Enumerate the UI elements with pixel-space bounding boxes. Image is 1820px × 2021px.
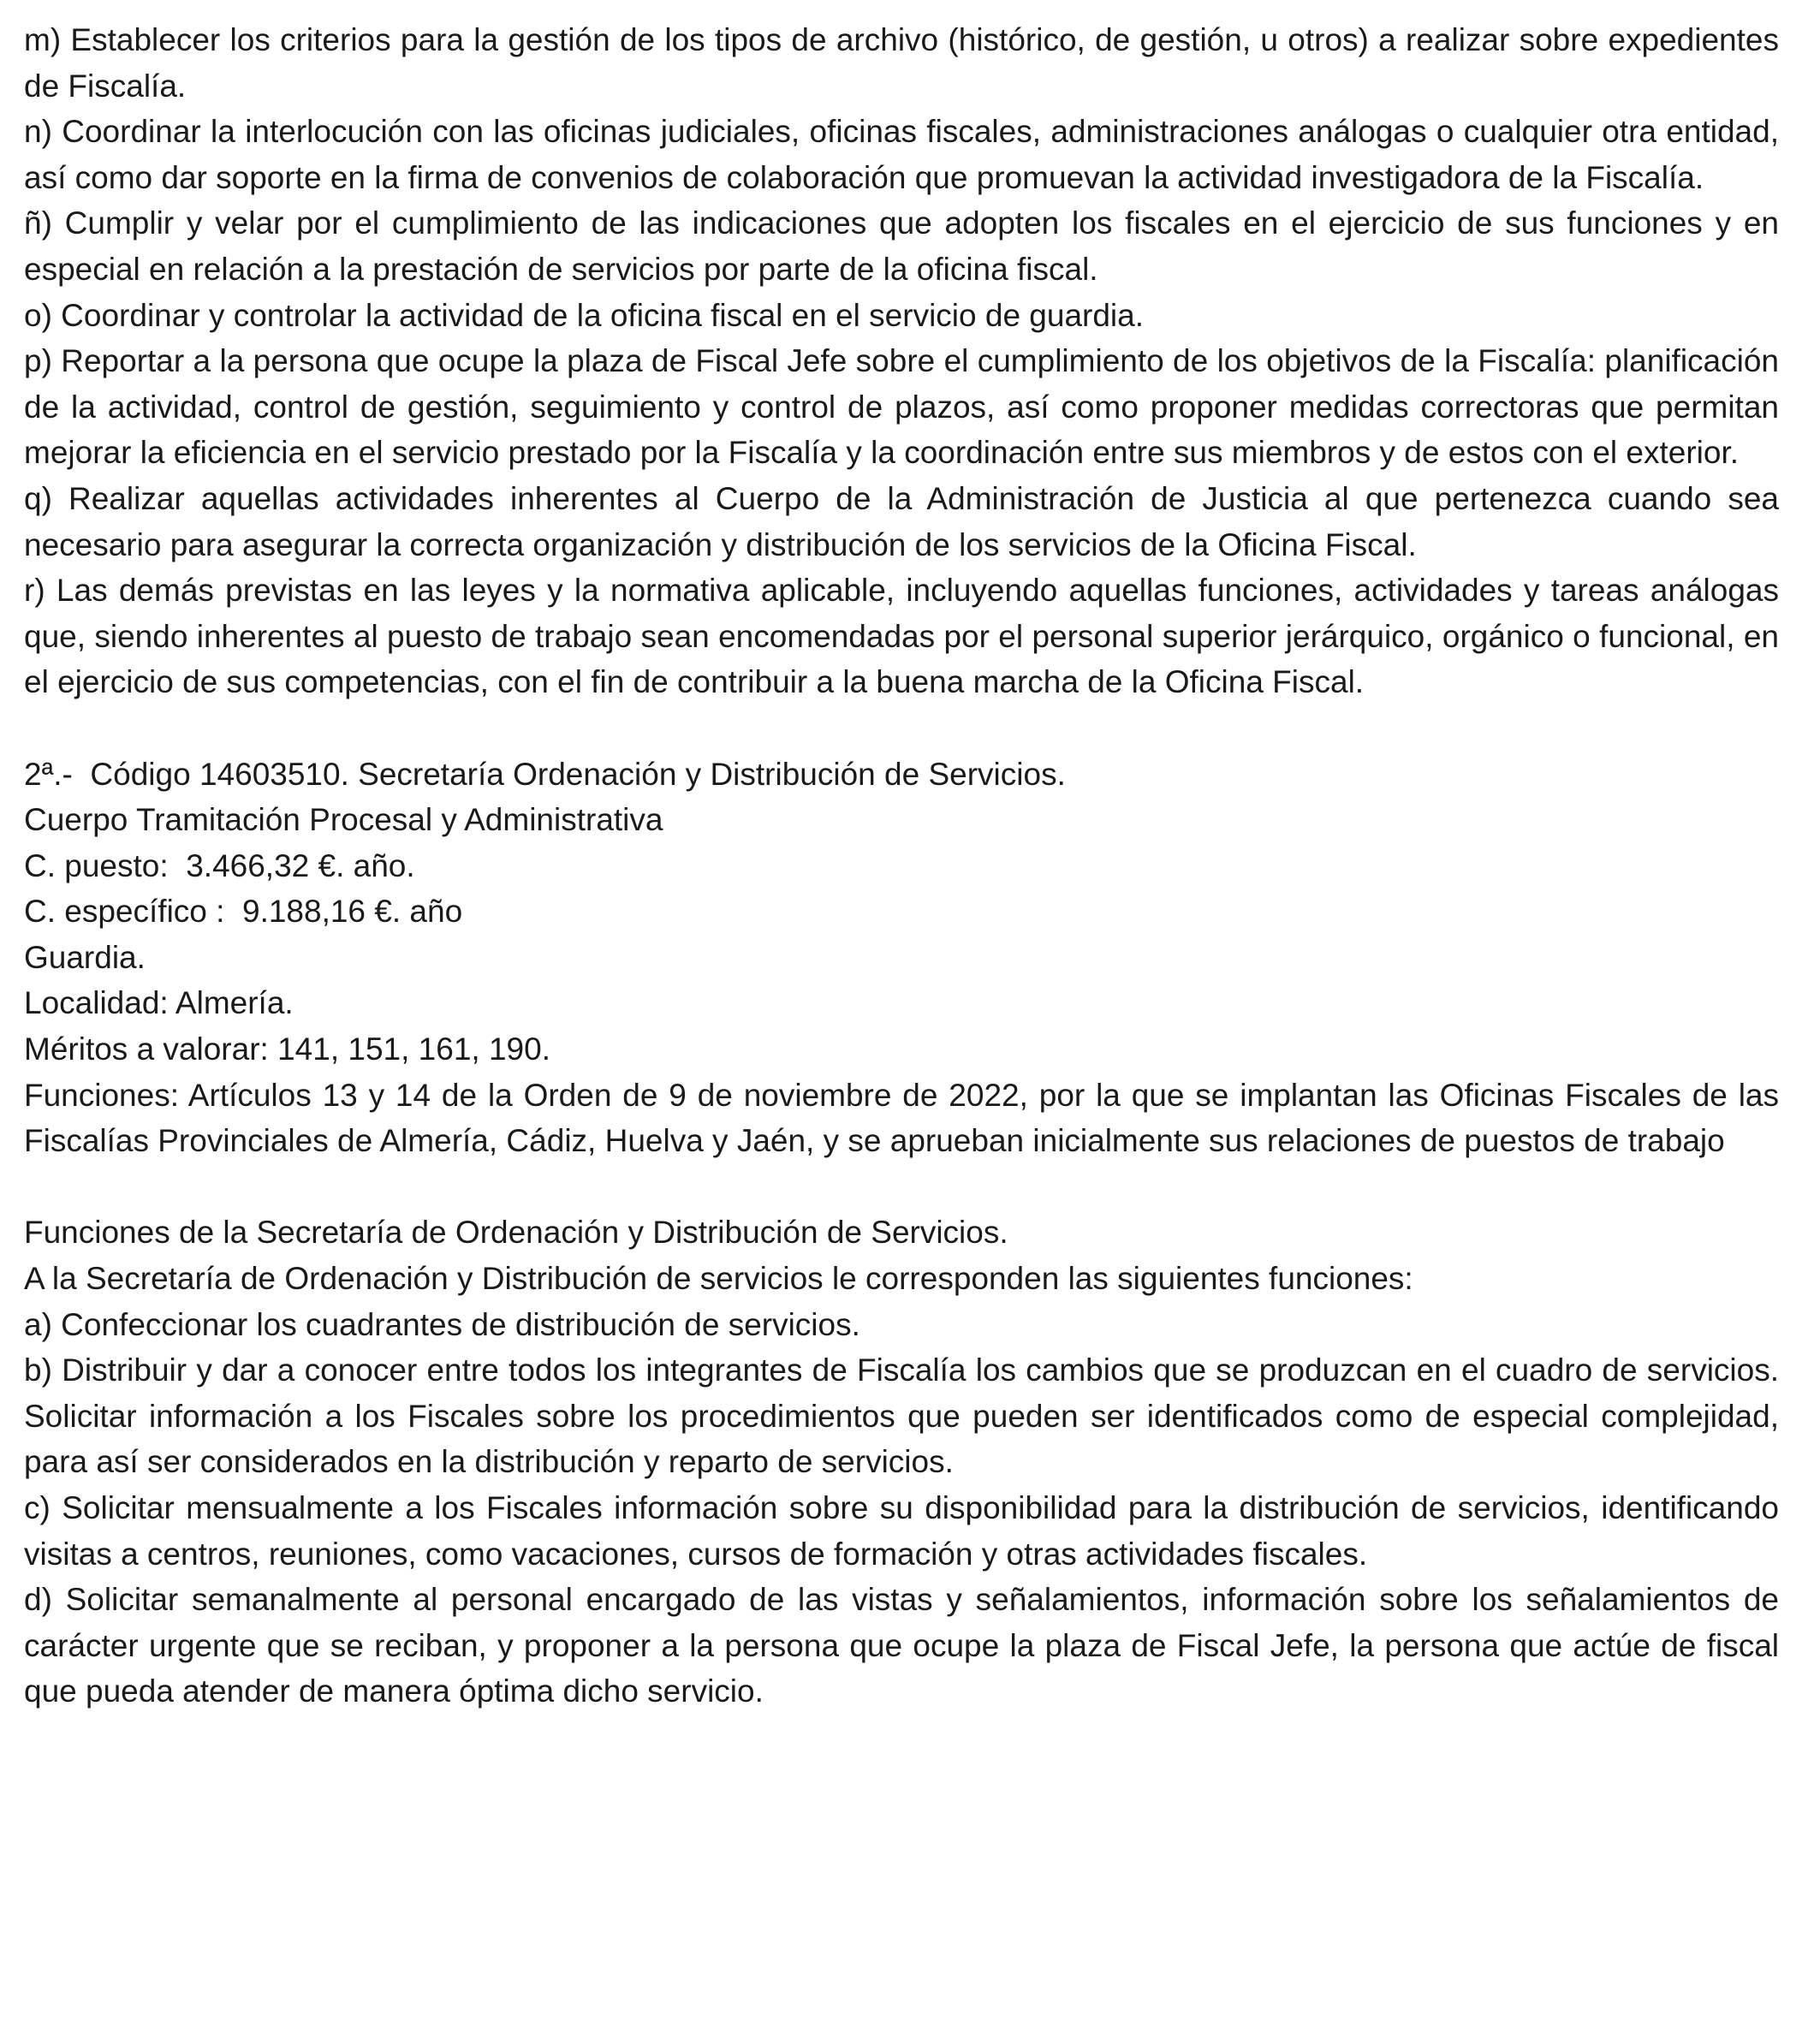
blank-line bbox=[24, 1164, 1779, 1210]
position-guardia: Guardia. bbox=[24, 939, 146, 975]
function-item-o: o) Coordinar y controlar la actividad de la oficina fiscal en el servicio de guardia. bbox=[24, 297, 1145, 333]
section-intro: A la Secretaría de Ordenación y Distribución de servicios le corresponden las siguientes funciones: bbox=[24, 1261, 1413, 1297]
function-item-p: p) Reportar a la persona que ocupe la plaza de Fiscal Jefe sobre el cumplimiento de los objetivos de la Fiscalía: planificación de la actividad, control de gestión, seguimiento y control de plazos, así como proponer medidas correctoras que permitan mejorar la eficiencia en el servicio prestado por la Fiscalía y la coordinación entre sus miembros y de estos con el exterior. bbox=[24, 343, 1779, 471]
position-meritos: Méritos a valorar: 141, 151, 161, 190. bbox=[24, 1031, 550, 1067]
function-item-r: r) Las demás previstas en las leyes y la normativa aplicable, incluyendo aquellas funciones, actividades y tareas análogas que, siendo inherentes al puesto de trabajo sean encomendadas por el personal superior jerárquico, orgánico o funcional, en el ejercicio de sus competencias, con el fin de contribuir a la buena marcha de la Oficina Fiscal. bbox=[24, 573, 1779, 700]
function-item-q: q) Realizar aquellas actividades inherentes al Cuerpo de la Administración de Justicia al que pertenezca cuando sea necesario para asegurar la correcta organización y distribución de los servicios de la Oficina Fiscal. bbox=[24, 480, 1779, 562]
position-funciones: Funciones: Artículos 13 y 14 de la Orden de 9 de noviembre de 2022, por la que se implantan las Oficinas Fiscales de las Fiscalías Provinciales de Almería, Cádiz, Huelva y Jaén, y se aprueban inicialmente sus relaciones de puestos de trabajo bbox=[24, 1077, 1779, 1159]
position-localidad: Localidad: Almería. bbox=[24, 985, 294, 1021]
position-c-puesto: C. puesto: 3.466,32 €. año. bbox=[24, 847, 415, 883]
position-heading: 2ª.- Código 14603510. Secretaría Ordenación y Distribución de Servicios. bbox=[24, 756, 1066, 792]
document-page bbox=[24, 17, 1779, 1715]
function-item-a: a) Confeccionar los cuadrantes de distribución de servicios. bbox=[24, 1306, 860, 1342]
function-item-m: m) Establecer los criterios para la gestión de los tipos de archivo (histórico, de gestión, u otros) a realizar sobre expedientes de Fiscalía. bbox=[24, 22, 1779, 104]
blank-line bbox=[24, 705, 1779, 752]
position-cuerpo: Cuerpo Tramitación Procesal y Administrativa bbox=[24, 802, 663, 838]
function-item-n: n) Coordinar la interlocución con las oficinas judiciales, oficinas fiscales, administraciones análogas o cualquier otra entidad, así como dar soporte en la firma de convenios de colaboración que promuevan la actividad investigadora de la Fiscalía. bbox=[24, 114, 1779, 195]
function-item-b: b) Distribuir y dar a conocer entre todos los integrantes de Fiscalía los cambios que se produzcan en el cuadro de servicios. Solicitar información a los Fiscales sobre los procedimientos que pueden ser identificados como de especial complejidad, para así ser considerados en la distribución y reparto de servicios. bbox=[24, 1352, 1779, 1480]
position-c-especifico: C. específico : 9.188,16 €. año bbox=[24, 894, 463, 930]
function-item-enye: ñ) Cumplir y velar por el cumplimiento de las indicaciones que adopten los fiscales en el ejercicio de sus funciones y en especial en relación a la prestación de servicios por parte de la oficina fiscal. bbox=[24, 205, 1779, 287]
function-item-c: c) Solicitar mensualmente a los Fiscales información sobre su disponibilidad para la distribución de servicios, identificando visitas a centros, reuniones, como vacaciones, cursos de formación y otras actividades fiscales. bbox=[24, 1490, 1779, 1572]
function-item-d: d) Solicitar semanalmente al personal encargado de las vistas y señalamientos, información sobre los señalamientos de carácter urgente que se reciban, y proponer a la persona que ocupe la plaza de Fiscal Jefe, la persona que actúe de fiscal que pueda atender de manera óptima dicho servicio. bbox=[24, 1582, 1779, 1709]
section-title: Funciones de la Secretaría de Ordenación y Distribución de Servicios. bbox=[24, 1215, 1008, 1251]
